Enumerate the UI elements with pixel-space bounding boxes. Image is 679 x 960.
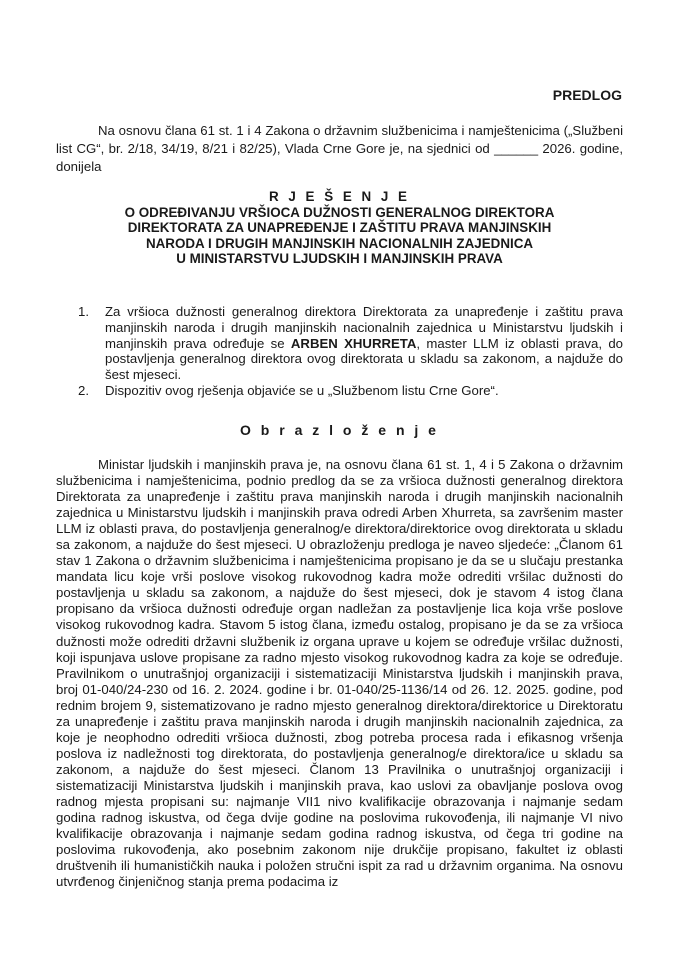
reasoning-heading: O b r a z l o ž e n j e [240,422,439,438]
reasoning-paragraph: Ministar ljudskih i manjinskih prava je, na osnovu člana 61 st. 1, 4 i 5 Zakona o državnim službenicima i namještenicima, podnio predlog da se za vršioca dužnosti generalnog direktora Direktorata za unapređenje i zaštitu prava manjinskih naroda i drugih manjinskih nacionalnih zajednica u Ministarstvu ljudskih i manjinskih prava odredi Arben Xhurreta, sa završenim master LLM iz oblasti prava, do postavljenja generalnog/e direktora/direktorice ovog direktorata u skladu sa zakonom, a najduže do šest mjeseci. U obrazloženju predloga je naveo sljedeće: „Članom 61 stav 1 Zakona o državnim službenicima i namještenicima propisano je da se u slučaju prestanka mandata licu koje vrši poslove visokog rukovodnog kadra može odrediti vršilac dužnosti do postavljenja u skladu sa zakonom, a najduže do šest mjeseci, dok je stavom 4 istog člana propisano da vršioca dužnosti određuje organ nadležan za postavljenje lica koja vrše poslove visokog rukovodnog kadra. Stavom 5 istog člana, između ostalog, propisano je da se za vršioca dužnosti može odrediti državni službenik iz organa uprave u kojem se određuje vršilac dužnosti, koji ispunjava uslove propisane za radno mjesto visokog rukovodnog kadra za koje se određuje. Pravilnikom o unutrašnjoj organizaciji i sistematizaciji Ministarstva ljudskih i manjinskih prava, broj 01-040/24-230 od 16. 2. 2024. godine i br. 01-040/25-1136/14 od 26. 12. 2025. godine, pod rednim brojem 9, sistematizovano je radno mjesto generalnog direktora/direktorice u Direktoratu za unapređenje i zaštitu prava manjinskih naroda i drugih manjinskih nacionalnih zajednica, za koje je neophodno odrediti vršioca dužnosti, zbog potreba procesa rada i efikasnog vršenja poslova iz nadležnosti tog direktorata, do postavljenja generalnog/e direktora/ice u skladu sa zakonom, a najduže do šest mjeseci. Članom 13 Pravilnika o unutrašnjoj organizaciji i sistematizaciji Ministarstva ljudskih i manjinskih prava, kao uslovi za obavljanje poslova ovog radnog mjesta propisani su: najmanje VII1 nivo kvalifikacije obrazovanja i najmanje sedam godina radnog iskustva, od čega dvije godine na poslovima rukovođenja, ili najmanje VI nivo kvalifikacije obrazovanja i najmanje sedam godina radnog iskustva, od čega tri godine na poslovima rukovođenja, ako posebnim zakonom nije drukčije propisano, fakultet iz oblasti društvenih ili humanističkih nauka i položen stručni ispit za rad u državnim organima. Na osnovu utvrđenog činjeničnog stanja prema podacima iz [56,457,623,890]
item-text-after: , master LLM iz oblasti prava, do postavljenja generalnog direktora ovog direktorata u skladu sa zakonom, a najduže do šest mjeseci. [105,335,623,383]
item-number: 2. [78,382,89,398]
decision-title-line: DIREKTORATA ZA UNAPREĐENJE I ZAŠTITU PRAVA MANJINSKIH [127,220,552,236]
decision-title [56,189,623,267]
item-number: 1. [78,304,89,319]
decision-heading: R J E Š E N J E [268,189,410,204]
dispositive-list [78,304,623,399]
document-status-label: PREDLOG [552,87,622,103]
decision-title-line: O ODREĐIVANJU VRŠIOCA DUŽNOSTI GENERALNOG DIREKTORA [124,204,555,220]
item-text: Dispozitiv ovog rješenja objaviće se u „Službenom listu Crne Gore“. [105,382,499,398]
dispositive-item [78,304,623,383]
decision-title-line: U MINISTARSTVU LJUDSKIH I MANJINSKIH PRAVA [176,251,503,267]
intro-paragraph [56,122,623,176]
appointee-name: ARBEN XHURRETA [290,335,417,351]
intro-text: Na osnovu člana 61 st. 1 i 4 Zakona o državnim službenicima i namještenicima („Službeni list CG“, br. 2/18, 34/19, 8/21 i 82/25), Vlada Crne Gore je, na sjednici od ______ 2026. godine, donijela [56,123,623,174]
item-text-before: Za vršioca dužnosti generalnog direktora Direktorata za unapređenje i zaštitu prava manjinskih naroda i drugih manjinskih nacionalnih zajednica u Ministarstvu ljudskih i manjinskih prava određuje se [105,304,623,351]
decision-title-line: NARODA I DRUGIH MANJINSKIH NACIONALNIH ZAJEDNICA [145,235,534,251]
dispositive-item [78,383,623,399]
